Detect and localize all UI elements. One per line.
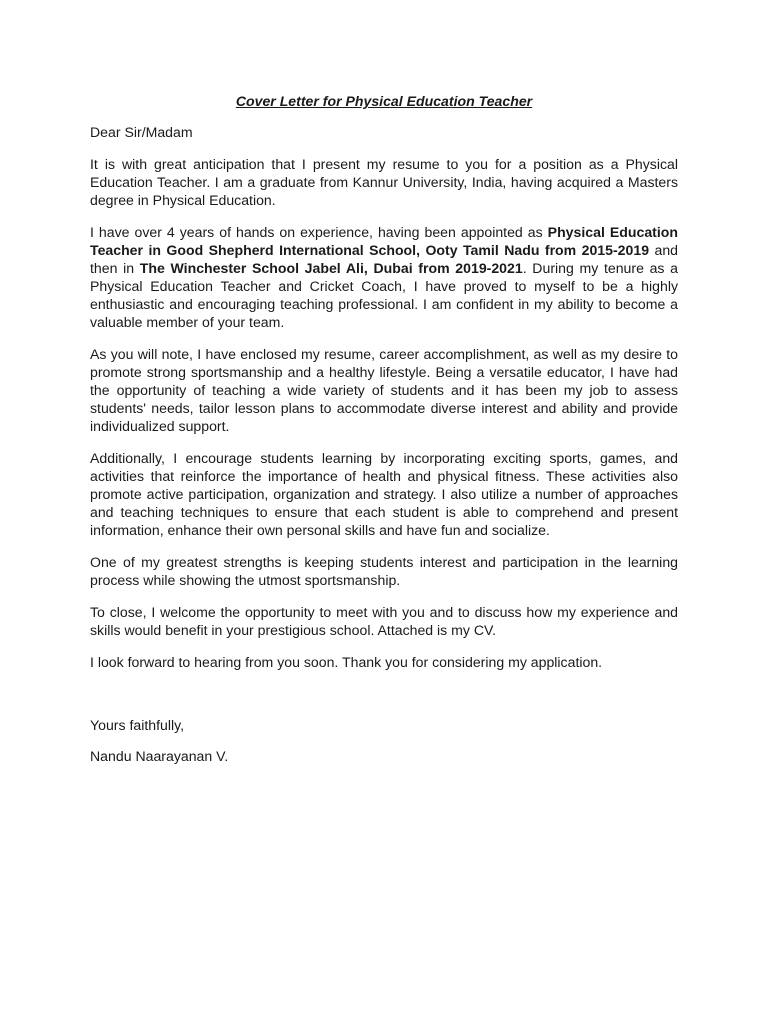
experience-text-2: and then in [90,242,679,276]
signature-name: Nandu Naarayanan V. [90,748,229,764]
paragraph-thanks: I look forward to hearing from you soon. Thank you for considering my application. [90,654,603,670]
closing-line: Yours faithfully, [90,717,185,733]
experience-text-1: I have over 4 years of hands on experience, having been appointed as [90,224,548,240]
paragraph-resume: As you will note, I have enclosed my resume, career accomplishment, as well as my desire to promote strong sportsmanship and a healthy lifestyle. Being a versatile educator, I have had the opportunity of teaching a wide variety of students and it has been my job to assess students' needs, tailor lesson plans to accommodate diverse interest and ability and provide individualized support. [90,346,678,434]
cover-letter [90,92,678,765]
paragraph-activities: Additionally, I encourage students learning by incorporating exciting sports, games, and activities that reinforce the importance of health and physical fitness. These activities also promote active participation, organization and strategy. I also utilize a number of approaches and teaching techniques to ensure that each student is able to comprehend and present information, enhance their own personal skills and have fun and socialize. [90,450,678,538]
experience-school-1: Physical Education Teacher in Good Shepherd International School, Ooty Tamil Nadu from 2015-2019 [90,224,678,258]
paragraph-intro: It is with great anticipation that I present my resume to you for a position as a Physical Education Teacher. I am a graduate from Kannur University, India, having acquired a Masters degree in Physical Education. [90,156,678,208]
closing-spacer [90,685,678,716]
letter-title: Cover Letter for Physical Education Teacher [235,93,533,109]
paragraph-closing: To close, I welcome the opportunity to meet with you and to discuss how my experience and skills would benefit in your prestigious school. Attached is my CV. [90,604,678,638]
paragraph-experience [90,223,678,331]
paragraph-strengths: One of my greatest strengths is keeping students interest and participation in the learning process while showing the utmost sportsmanship. [90,554,678,588]
experience-text-3: . During my tenure as a Physical Education Teacher and Cricket Coach, I have proved to myself to be a highly enthusiastic and encouraging teaching professional. I am confident in my ability to become a valuable member of your team. [90,260,678,330]
experience-school-2: The Winchester School Jabel Ali, Dubai from 2019-2021 [139,260,523,276]
salutation: Dear Sir/Madam [90,124,193,140]
